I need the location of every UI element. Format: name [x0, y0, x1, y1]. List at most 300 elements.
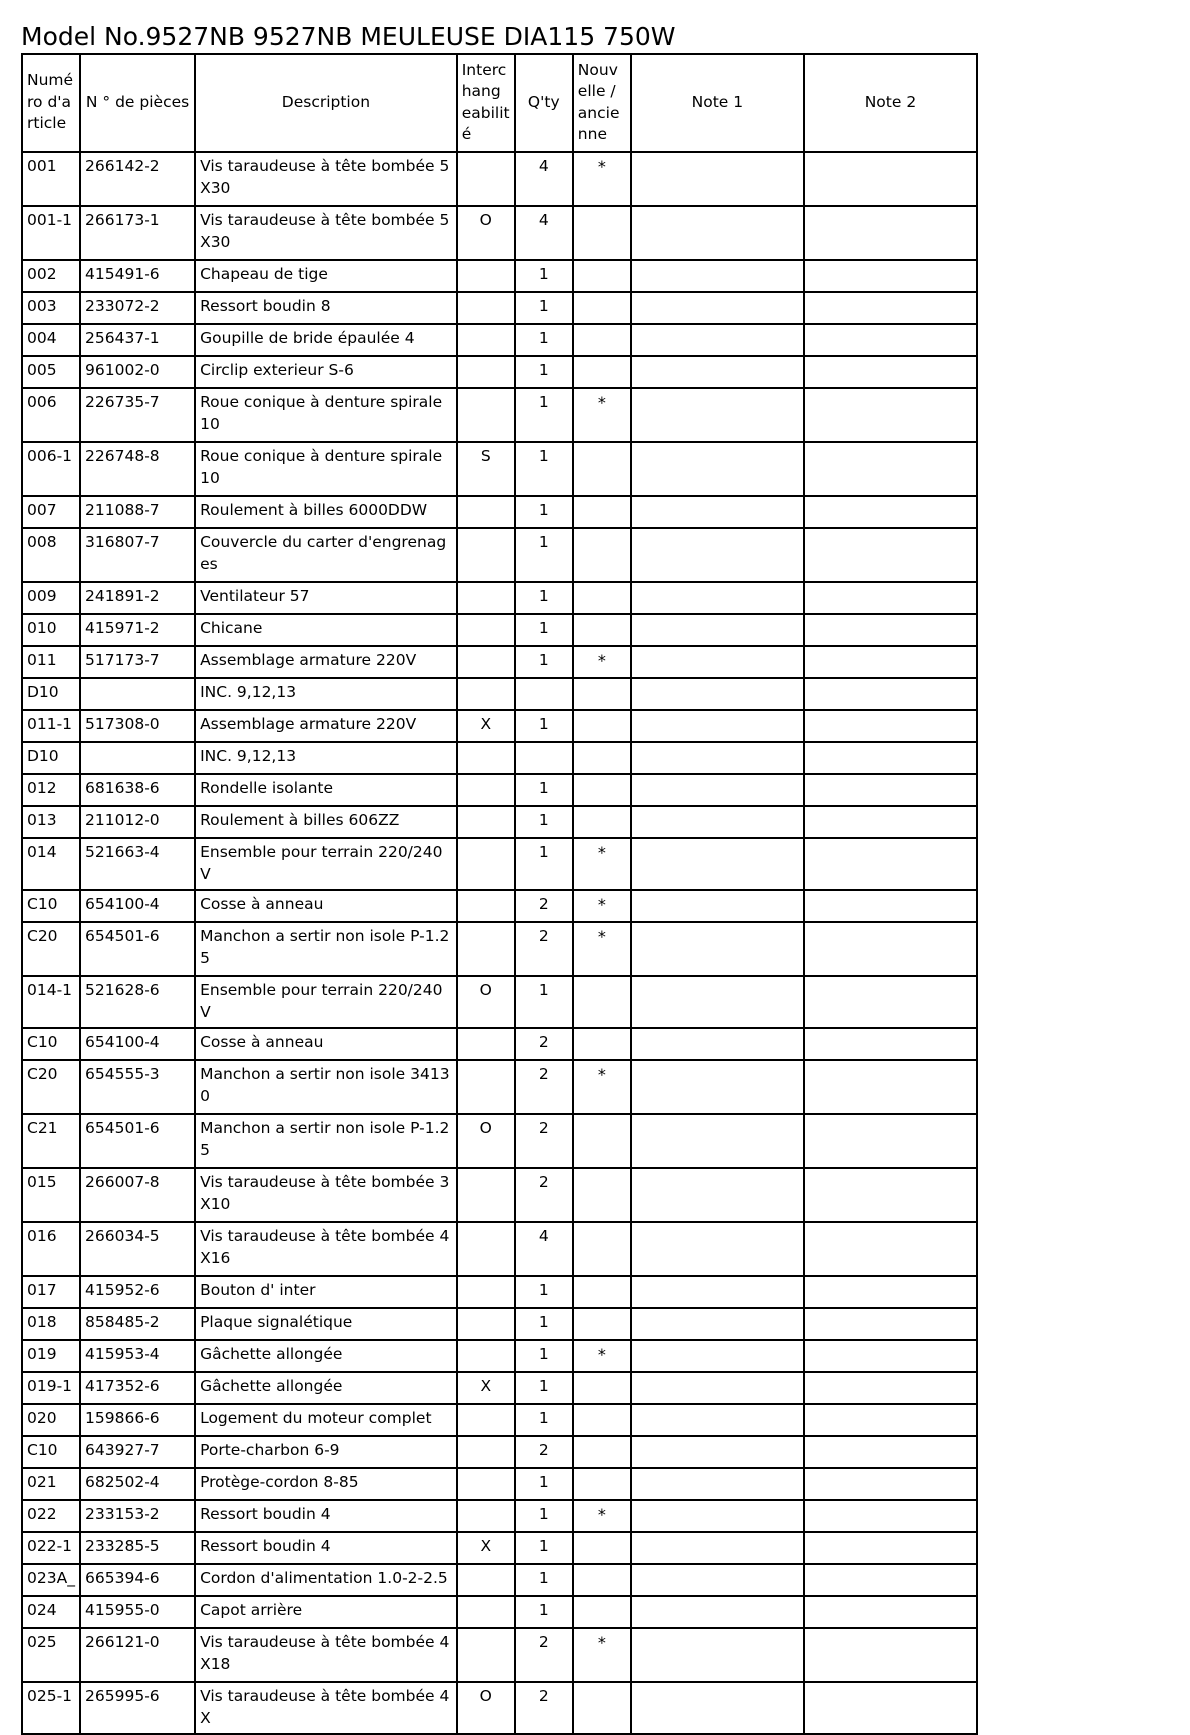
cell-item-number: 006 [22, 388, 80, 442]
cell-part-number: 643927-7 [80, 1436, 195, 1468]
cell-item-number: 016 [22, 1222, 80, 1276]
cell-new-old: * [573, 922, 631, 976]
cell-description: Ressort boudin 4 [195, 1532, 457, 1564]
cell-part-number: 266121-0 [80, 1628, 195, 1682]
cell-description: Cosse à anneau [195, 1028, 457, 1060]
table-row [22, 1222, 977, 1276]
table-row [22, 388, 977, 442]
cell-interchangeability [457, 260, 515, 292]
cell-note-1 [631, 1308, 804, 1340]
cell-note-1 [631, 1596, 804, 1628]
cell-item-number: 014-1 [22, 976, 80, 1028]
cell-note-1 [631, 1222, 804, 1276]
cell-item-number: C20 [22, 1060, 80, 1114]
cell-interchangeability: O [457, 206, 515, 260]
table-row [22, 1532, 977, 1564]
cell-note-1 [631, 292, 804, 324]
cell-part-number: 266173-1 [80, 206, 195, 260]
cell-item-number: 025-1 [22, 1682, 80, 1734]
table-row [22, 1682, 977, 1734]
table-row [22, 1308, 977, 1340]
cell-quantity: 1 [515, 388, 573, 442]
cell-note-2 [804, 1682, 977, 1734]
cell-note-2 [804, 742, 977, 774]
cell-item-number: 019 [22, 1340, 80, 1372]
cell-item-number: 014 [22, 838, 80, 890]
cell-note-1 [631, 838, 804, 890]
table-row [22, 774, 977, 806]
cell-quantity: 1 [515, 1276, 573, 1308]
cell-part-number [80, 742, 195, 774]
cell-description: Vis taraudeuse à tête bombée 4X16 [195, 1222, 457, 1276]
cell-interchangeability [457, 1596, 515, 1628]
cell-interchangeability [457, 1308, 515, 1340]
cell-quantity: 1 [515, 1308, 573, 1340]
cell-new-old [573, 742, 631, 774]
cell-note-2 [804, 496, 977, 528]
cell-part-number: 521628-6 [80, 976, 195, 1028]
cell-part-number [80, 678, 195, 710]
cell-new-old: * [573, 152, 631, 206]
table-row [22, 1436, 977, 1468]
cell-quantity: 1 [515, 1564, 573, 1596]
cell-new-old [573, 442, 631, 496]
table-row [22, 152, 977, 206]
cell-description: Goupille de bride épaulée 4 [195, 324, 457, 356]
cell-quantity: 1 [515, 646, 573, 678]
cell-new-old [573, 1276, 631, 1308]
cell-quantity: 1 [515, 614, 573, 646]
cell-item-number: 020 [22, 1404, 80, 1436]
cell-interchangeability: S [457, 442, 515, 496]
cell-description: INC. 9,12,13 [195, 742, 457, 774]
cell-interchangeability [457, 528, 515, 582]
cell-description: Rondelle isolante [195, 774, 457, 806]
cell-note-1 [631, 1468, 804, 1500]
cell-interchangeability: X [457, 710, 515, 742]
cell-note-2 [804, 1114, 977, 1168]
cell-quantity: 2 [515, 1028, 573, 1060]
cell-new-old: * [573, 1060, 631, 1114]
cell-quantity: 1 [515, 976, 573, 1028]
cell-new-old: * [573, 1628, 631, 1682]
cell-item-number: C20 [22, 922, 80, 976]
cell-new-old [573, 324, 631, 356]
cell-part-number: 316807-7 [80, 528, 195, 582]
cell-new-old [573, 1436, 631, 1468]
cell-note-1 [631, 206, 804, 260]
cell-interchangeability [457, 1340, 515, 1372]
cell-part-number: 266034-5 [80, 1222, 195, 1276]
cell-item-number: 010 [22, 614, 80, 646]
cell-note-1 [631, 1404, 804, 1436]
cell-new-old [573, 1372, 631, 1404]
table-row [22, 838, 977, 890]
cell-new-old [573, 710, 631, 742]
cell-new-old [573, 806, 631, 838]
cell-quantity: 1 [515, 356, 573, 388]
cell-part-number: 159866-6 [80, 1404, 195, 1436]
table-row [22, 1372, 977, 1404]
cell-part-number: 517308-0 [80, 710, 195, 742]
cell-description: Vis taraudeuse à tête bombée 4X [195, 1682, 457, 1734]
cell-note-2 [804, 1308, 977, 1340]
table-row [22, 324, 977, 356]
cell-description: Roue conique à denture spirale 10 [195, 442, 457, 496]
cell-new-old [573, 774, 631, 806]
cell-note-2 [804, 1404, 977, 1436]
cell-interchangeability: O [457, 1682, 515, 1734]
cell-quantity: 1 [515, 1340, 573, 1372]
cell-note-2 [804, 388, 977, 442]
table-row [22, 614, 977, 646]
cell-description: Bouton d' inter [195, 1276, 457, 1308]
cell-note-2 [804, 1468, 977, 1500]
cell-note-2 [804, 1276, 977, 1308]
table-row [22, 1564, 977, 1596]
cell-note-1 [631, 496, 804, 528]
cell-part-number: 256437-1 [80, 324, 195, 356]
cell-interchangeability [457, 1060, 515, 1114]
cell-interchangeability [457, 388, 515, 442]
cell-part-number: 241891-2 [80, 582, 195, 614]
cell-note-2 [804, 206, 977, 260]
cell-part-number: 265995-6 [80, 1682, 195, 1734]
cell-description: Ressort boudin 4 [195, 1500, 457, 1532]
cell-note-2 [804, 838, 977, 890]
cell-quantity: 1 [515, 1468, 573, 1500]
table-row [22, 890, 977, 922]
cell-item-number: 015 [22, 1168, 80, 1222]
cell-note-2 [804, 582, 977, 614]
cell-new-old [573, 1308, 631, 1340]
cell-item-number: 022 [22, 1500, 80, 1532]
header-new-old: Nouvelle / ancienne [573, 54, 631, 152]
cell-note-1 [631, 1564, 804, 1596]
cell-description: Chicane [195, 614, 457, 646]
cell-new-old [573, 1168, 631, 1222]
cell-new-old [573, 292, 631, 324]
cell-note-1 [631, 1682, 804, 1734]
cell-description: Manchon a sertir non isole P-1.25 [195, 1114, 457, 1168]
cell-note-1 [631, 1372, 804, 1404]
cell-quantity: 4 [515, 152, 573, 206]
header-interchangeability: Interchangeabilité [457, 54, 515, 152]
cell-quantity: 2 [515, 1682, 573, 1734]
cell-part-number: 417352-6 [80, 1372, 195, 1404]
table-row [22, 442, 977, 496]
table-header-row [22, 54, 977, 152]
table-row [22, 710, 977, 742]
table-row [22, 1028, 977, 1060]
cell-interchangeability [457, 324, 515, 356]
cell-quantity: 4 [515, 206, 573, 260]
cell-part-number: 226735-7 [80, 388, 195, 442]
cell-new-old [573, 614, 631, 646]
cell-description: Capot arrière [195, 1596, 457, 1628]
cell-part-number: 233072-2 [80, 292, 195, 324]
cell-note-2 [804, 152, 977, 206]
cell-part-number: 682502-4 [80, 1468, 195, 1500]
cell-note-1 [631, 742, 804, 774]
cell-interchangeability [457, 582, 515, 614]
cell-item-number: C10 [22, 1028, 80, 1060]
cell-note-2 [804, 442, 977, 496]
cell-note-2 [804, 1596, 977, 1628]
cell-note-2 [804, 1500, 977, 1532]
cell-item-number: 005 [22, 356, 80, 388]
cell-interchangeability [457, 152, 515, 206]
table-row [22, 496, 977, 528]
cell-note-1 [631, 1060, 804, 1114]
cell-description: Cosse à anneau [195, 890, 457, 922]
cell-interchangeability [457, 1168, 515, 1222]
cell-description: Porte-charbon 6-9 [195, 1436, 457, 1468]
cell-quantity: 1 [515, 324, 573, 356]
cell-part-number: 233153-2 [80, 1500, 195, 1532]
cell-description: Vis taraudeuse à tête bombée 5X30 [195, 206, 457, 260]
table-row [22, 1340, 977, 1372]
cell-description: Roulement à billes 6000DDW [195, 496, 457, 528]
cell-note-2 [804, 292, 977, 324]
cell-interchangeability [457, 774, 515, 806]
cell-new-old [573, 976, 631, 1028]
cell-note-2 [804, 1028, 977, 1060]
cell-note-2 [804, 646, 977, 678]
cell-part-number: 654100-4 [80, 1028, 195, 1060]
cell-note-1 [631, 1500, 804, 1532]
cell-item-number: 009 [22, 582, 80, 614]
cell-interchangeability [457, 1028, 515, 1060]
cell-interchangeability [457, 1468, 515, 1500]
cell-item-number: 022-1 [22, 1532, 80, 1564]
cell-interchangeability [457, 742, 515, 774]
cell-quantity: 1 [515, 806, 573, 838]
cell-item-number: 024 [22, 1596, 80, 1628]
cell-item-number: 025 [22, 1628, 80, 1682]
cell-new-old [573, 356, 631, 388]
cell-item-number: 001 [22, 152, 80, 206]
cell-interchangeability: X [457, 1372, 515, 1404]
cell-interchangeability [457, 890, 515, 922]
cell-item-number: 011-1 [22, 710, 80, 742]
cell-quantity [515, 742, 573, 774]
cell-note-1 [631, 1436, 804, 1468]
cell-quantity: 1 [515, 260, 573, 292]
cell-description: INC. 9,12,13 [195, 678, 457, 710]
cell-description: Ventilateur 57 [195, 582, 457, 614]
cell-description: Circlip exterieur S-6 [195, 356, 457, 388]
cell-description: Ensemble pour terrain 220/240V [195, 838, 457, 890]
cell-new-old [573, 496, 631, 528]
cell-new-old [573, 1404, 631, 1436]
cell-note-1 [631, 710, 804, 742]
cell-interchangeability [457, 356, 515, 388]
table-row [22, 1168, 977, 1222]
cell-quantity [515, 678, 573, 710]
cell-new-old [573, 1222, 631, 1276]
cell-note-2 [804, 922, 977, 976]
page-title: Model No.9527NB 9527NB MEULEUSE DIA115 750W [21, 22, 676, 51]
header-quantity: Q'ty [515, 54, 573, 152]
cell-note-2 [804, 260, 977, 292]
cell-item-number: 012 [22, 774, 80, 806]
cell-new-old: * [573, 1500, 631, 1532]
cell-quantity: 2 [515, 1060, 573, 1114]
cell-part-number: 681638-6 [80, 774, 195, 806]
cell-interchangeability: O [457, 976, 515, 1028]
cell-note-1 [631, 528, 804, 582]
cell-interchangeability [457, 922, 515, 976]
table-row [22, 356, 977, 388]
cell-description: Gâchette allongée [195, 1372, 457, 1404]
cell-interchangeability [457, 646, 515, 678]
table-row [22, 1060, 977, 1114]
cell-item-number: D10 [22, 678, 80, 710]
cell-item-number: 011 [22, 646, 80, 678]
table-row [22, 806, 977, 838]
table-row [22, 1596, 977, 1628]
cell-part-number: 654501-6 [80, 1114, 195, 1168]
table-row [22, 582, 977, 614]
cell-item-number: 013 [22, 806, 80, 838]
cell-note-1 [631, 922, 804, 976]
cell-item-number: 008 [22, 528, 80, 582]
cell-note-1 [631, 1114, 804, 1168]
table-row [22, 976, 977, 1028]
cell-new-old [573, 1596, 631, 1628]
cell-new-old [573, 528, 631, 582]
cell-note-1 [631, 1532, 804, 1564]
cell-item-number: 002 [22, 260, 80, 292]
cell-item-number: 023A_ [22, 1564, 80, 1596]
cell-note-1 [631, 1168, 804, 1222]
cell-note-2 [804, 356, 977, 388]
cell-note-1 [631, 614, 804, 646]
cell-note-1 [631, 1628, 804, 1682]
cell-description: Manchon a sertir non isole 34130 [195, 1060, 457, 1114]
cell-part-number: 654501-6 [80, 922, 195, 976]
cell-quantity: 4 [515, 1222, 573, 1276]
cell-note-1 [631, 806, 804, 838]
cell-interchangeability: X [457, 1532, 515, 1564]
cell-quantity: 1 [515, 442, 573, 496]
cell-new-old: * [573, 1340, 631, 1372]
cell-quantity: 2 [515, 922, 573, 976]
cell-note-2 [804, 1436, 977, 1468]
cell-note-1 [631, 1340, 804, 1372]
cell-interchangeability [457, 1628, 515, 1682]
cell-quantity: 1 [515, 496, 573, 528]
cell-item-number: 003 [22, 292, 80, 324]
cell-note-1 [631, 678, 804, 710]
table-row [22, 206, 977, 260]
cell-item-number: 021 [22, 1468, 80, 1500]
cell-part-number: 654555-3 [80, 1060, 195, 1114]
cell-quantity: 1 [515, 1596, 573, 1628]
cell-note-1 [631, 152, 804, 206]
cell-note-2 [804, 890, 977, 922]
cell-new-old [573, 1114, 631, 1168]
cell-note-1 [631, 774, 804, 806]
cell-new-old [573, 1682, 631, 1734]
cell-note-1 [631, 1276, 804, 1308]
cell-new-old [573, 1468, 631, 1500]
cell-note-2 [804, 710, 977, 742]
cell-description: Vis taraudeuse à tête bombée 5X30 [195, 152, 457, 206]
cell-interchangeability [457, 1222, 515, 1276]
cell-part-number: 266007-8 [80, 1168, 195, 1222]
cell-new-old [573, 1028, 631, 1060]
cell-quantity: 2 [515, 1628, 573, 1682]
cell-quantity: 1 [515, 774, 573, 806]
cell-interchangeability [457, 1564, 515, 1596]
cell-item-number: 017 [22, 1276, 80, 1308]
cell-part-number: 211012-0 [80, 806, 195, 838]
cell-note-1 [631, 582, 804, 614]
cell-quantity: 1 [515, 1532, 573, 1564]
cell-part-number: 665394-6 [80, 1564, 195, 1596]
cell-description: Vis taraudeuse à tête bombée 4X18 [195, 1628, 457, 1682]
table-row [22, 646, 977, 678]
cell-part-number: 415955-0 [80, 1596, 195, 1628]
cell-new-old: * [573, 838, 631, 890]
cell-interchangeability [457, 806, 515, 838]
cell-note-1 [631, 646, 804, 678]
cell-interchangeability: O [457, 1114, 515, 1168]
table-row [22, 1276, 977, 1308]
cell-note-1 [631, 260, 804, 292]
cell-part-number: 521663-4 [80, 838, 195, 890]
cell-note-2 [804, 678, 977, 710]
header-note-1: Note 1 [631, 54, 804, 152]
cell-new-old: * [573, 388, 631, 442]
table-row [22, 1500, 977, 1532]
cell-part-number: 211088-7 [80, 496, 195, 528]
cell-new-old [573, 1564, 631, 1596]
cell-part-number: 266142-2 [80, 152, 195, 206]
cell-note-2 [804, 1168, 977, 1222]
table-row [22, 922, 977, 976]
cell-quantity: 1 [515, 582, 573, 614]
cell-part-number: 961002-0 [80, 356, 195, 388]
header-item-number: Numéro d'article [22, 54, 80, 152]
cell-item-number: 018 [22, 1308, 80, 1340]
cell-part-number: 415953-4 [80, 1340, 195, 1372]
cell-new-old: * [573, 890, 631, 922]
cell-new-old [573, 1532, 631, 1564]
cell-part-number: 517173-7 [80, 646, 195, 678]
cell-part-number: 226748-8 [80, 442, 195, 496]
cell-part-number: 233285-5 [80, 1532, 195, 1564]
cell-new-old [573, 260, 631, 292]
cell-description: Protège-cordon 8-85 [195, 1468, 457, 1500]
cell-item-number: C21 [22, 1114, 80, 1168]
cell-part-number: 654100-4 [80, 890, 195, 922]
cell-quantity: 2 [515, 1168, 573, 1222]
cell-new-old [573, 206, 631, 260]
cell-note-2 [804, 976, 977, 1028]
cell-quantity: 2 [515, 1436, 573, 1468]
cell-description: Chapeau de tige [195, 260, 457, 292]
cell-description: Assemblage armature 220V [195, 646, 457, 678]
cell-interchangeability [457, 838, 515, 890]
cell-quantity: 1 [515, 838, 573, 890]
cell-note-1 [631, 976, 804, 1028]
cell-note-2 [804, 1060, 977, 1114]
cell-note-2 [804, 528, 977, 582]
parts-table-body [22, 152, 977, 1734]
